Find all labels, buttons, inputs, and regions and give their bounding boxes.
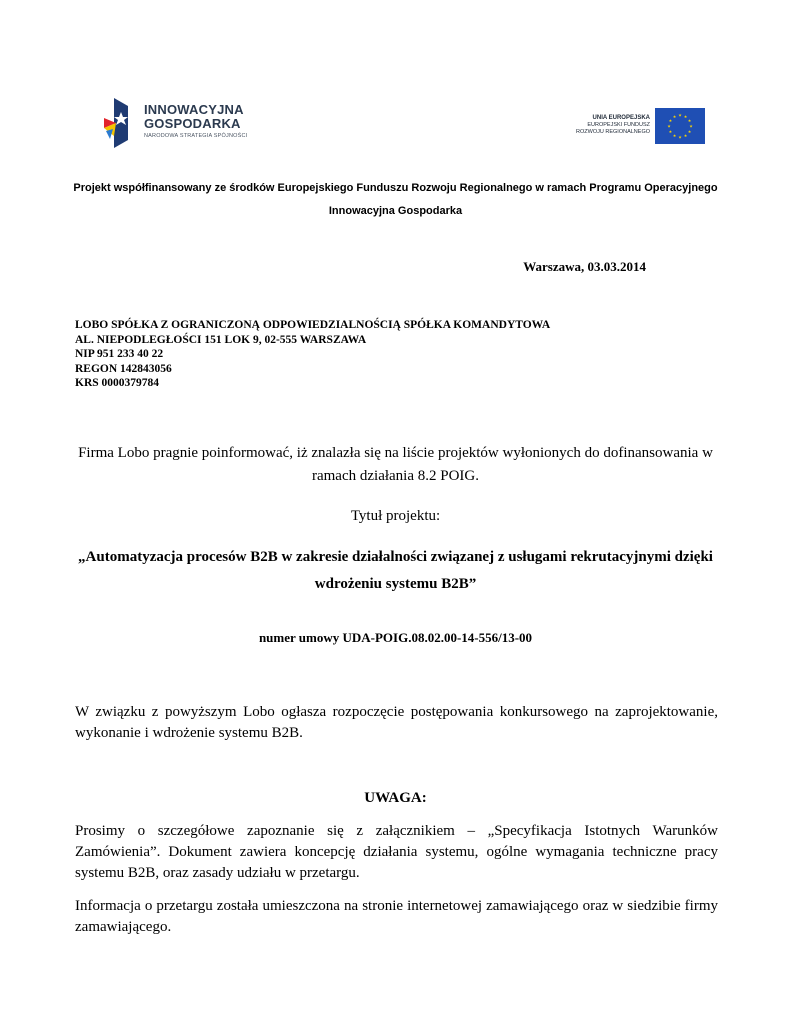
company-address: AL. NIEPODLEGŁOŚCI 151 LOK 9, 02-555 WARSZAWA — [75, 333, 367, 346]
logo-ig-line1: INNOWACYJNA — [144, 102, 244, 117]
company-block — [75, 318, 550, 391]
logo-ig-subtitle: NARODOWA STRATEGIA SPÓJNOŚCI — [144, 133, 248, 139]
funding-note: Projekt współfinansowany ze środków Europejskiego Funduszu Rozwoju Regionalnego w ramach Programu Operacyjnego Innowacyjna Gospodarka — [73, 182, 718, 217]
specification-paragraph: Prosimy o szczegółowe zapoznanie się z załącznikiem – „Specyfikacja Istotnych Warunków Zamówienia”. Dokument zawiera koncepcję działania systemu, ogólne wymagania techniczne pracy systemu B2B, oraz zasady udziału w przetargu. — [75, 823, 718, 881]
attention-heading: UWAGA: — [364, 790, 427, 806]
eu-star-icon: ★ — [667, 123, 671, 129]
eu-star-icon: ★ — [687, 128, 692, 134]
project-title: „Automatyzacja procesów B2B w zakresie działalności związanej z usługami rekrutacyjnymi dzięki wdrożeniu systemu B2B” — [78, 549, 713, 592]
eu-flag-icon — [655, 108, 705, 144]
eu-logo-line3: ROZWOJU REGIONALNEGO — [576, 129, 650, 135]
eu-star-icon: ★ — [668, 117, 673, 123]
company-nip: NIP 951 233 40 22 — [75, 348, 164, 360]
eu-logo — [560, 108, 706, 146]
eu-logo-line1: UNIA EUROPEJSKA — [592, 115, 650, 121]
company-krs: KRS 0000379784 — [75, 377, 160, 389]
eu-star-icon: ★ — [683, 113, 688, 119]
announcement-text: Firma Lobo pragnie poinformować, iż znalazła się na liście projektów wyłonionych do dofinansowania w ramach działania 8.2 POIG. — [78, 445, 713, 484]
eu-star-icon: ★ — [672, 132, 677, 138]
project-title-label: Tytuł projektu: — [350, 508, 441, 524]
company-regon: REGON 142843056 — [75, 362, 172, 375]
place-date: Warszawa, 03.03.2014 — [523, 259, 646, 274]
eu-logo-line2: EUROPEJSKI FUNDUSZ — [587, 122, 650, 128]
innowacyjna-gospodarka-logo — [104, 98, 264, 148]
innowacyjna-gospodarka-emblem-icon — [104, 98, 138, 148]
eu-star-icon: ★ — [678, 112, 682, 118]
eu-star-icon: ★ — [683, 132, 688, 138]
eu-star-icon: ★ — [672, 113, 677, 119]
logo-ig-line2: GOSPODARKA — [144, 116, 241, 131]
competition-paragraph: W związku z powyższym Lobo ogłasza rozpoczęcie postępowania konkursowego na zaprojektowanie, wykonanie i wdrożenie systemu B2B. — [75, 704, 718, 741]
eu-star-icon: ★ — [689, 123, 693, 129]
company-name: LOBO SPÓŁKA Z OGRANICZONĄ ODPOWIEDZIALNOŚCIĄ SPÓŁKA KOMANDYTOWA — [75, 319, 551, 331]
publication-paragraph: Informacja o przetargu została umieszczona na stronie internetowej zamawiającego oraz w siedzibie firmy zamawiającego. — [75, 898, 718, 935]
eu-star-icon: ★ — [687, 117, 692, 123]
eu-star-icon: ★ — [668, 128, 673, 134]
contract-number: numer umowy UDA-POIG.08.02.00-14-556/13-00 — [258, 630, 533, 645]
eu-star-icon: ★ — [678, 134, 682, 140]
